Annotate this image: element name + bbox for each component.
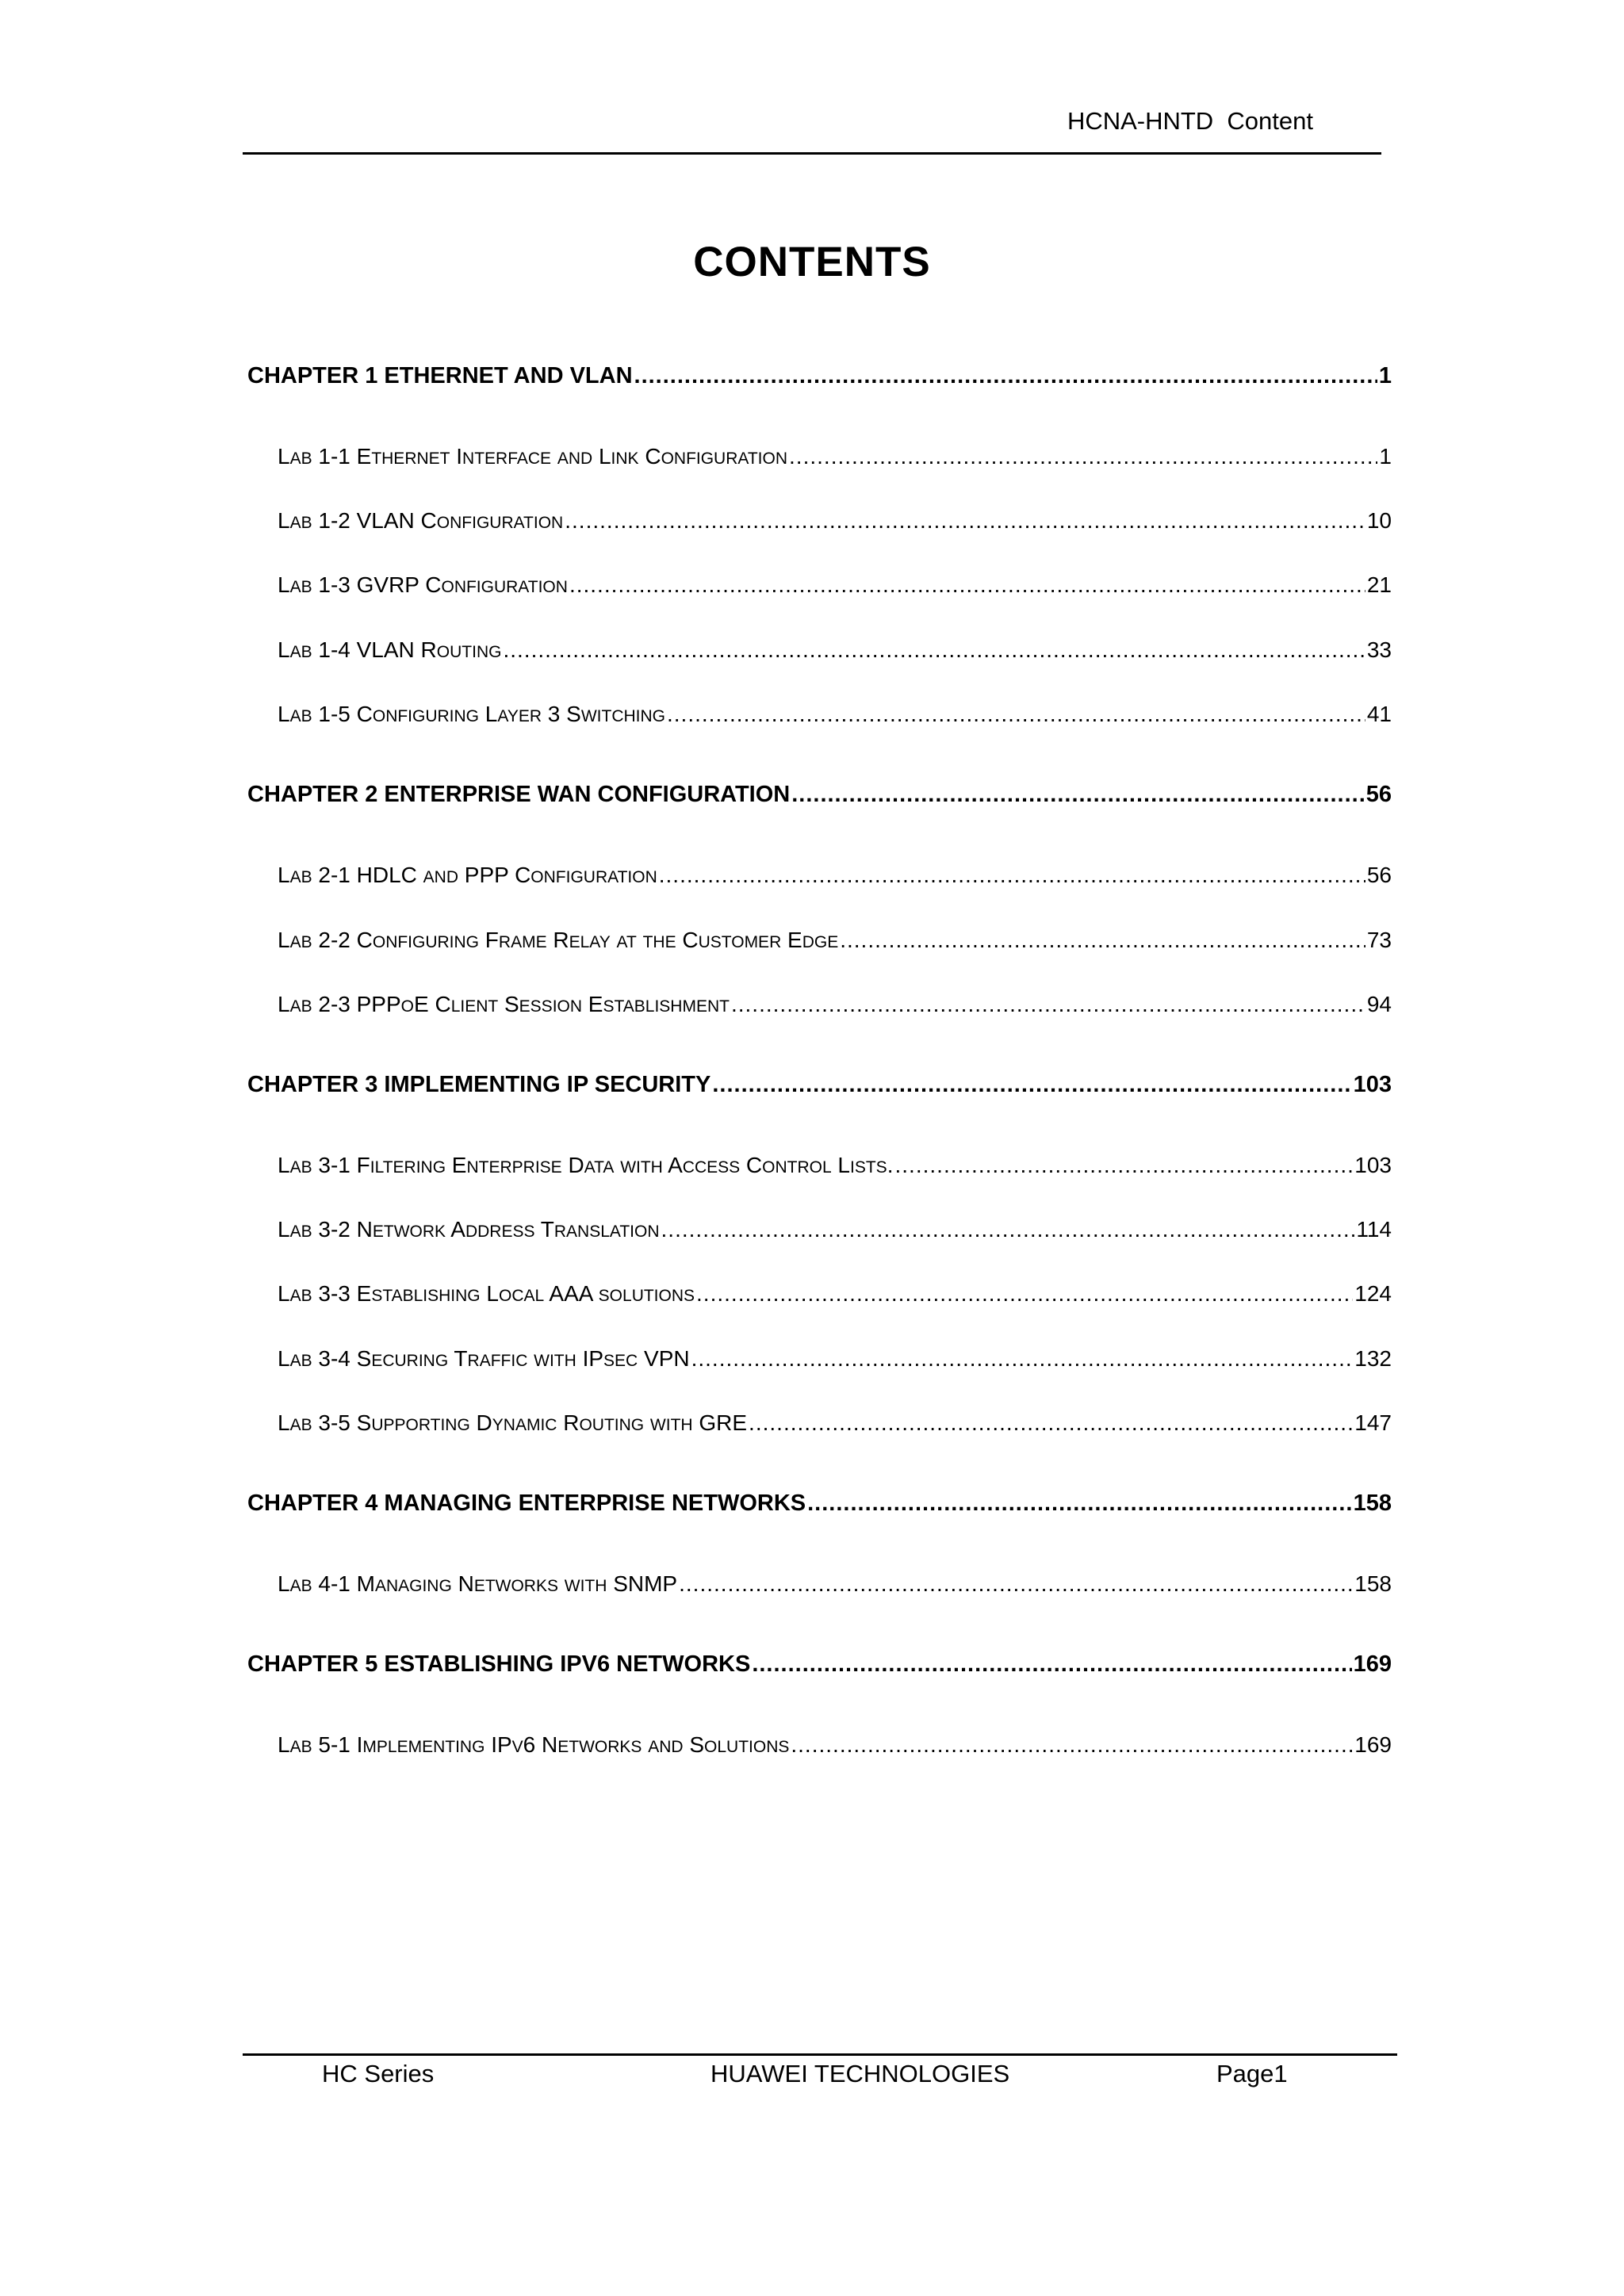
toc-page-number: 1	[1379, 444, 1392, 469]
toc-lab-number: LAB 2-2	[278, 928, 350, 952]
toc-entry-title	[278, 928, 838, 953]
toc-dot-leader	[661, 1217, 1355, 1242]
toc-lab-name: SECURING TRAFFIC WITH IPSEC VPN	[356, 1346, 690, 1371]
toc-dot-leader	[696, 1281, 1353, 1307]
toc-chapter-entry[interactable]	[247, 1490, 1392, 1517]
toc-page-number: 33	[1366, 637, 1392, 662]
toc-lab-entry[interactable]	[278, 1346, 1392, 1372]
toc-lab-number: LAB 1-4	[278, 637, 350, 662]
toc-entry-title: CHAPTER 4 MANAGING ENTERPRISE NETWORKS	[247, 1490, 806, 1516]
toc-entry-title: CHAPTER 5 ESTABLISHING IPV6 NETWORKS	[247, 1651, 751, 1677]
toc-dot-leader	[667, 702, 1365, 727]
toc-lab-entry[interactable]	[278, 1410, 1392, 1436]
toc-dot-leader	[840, 928, 1365, 953]
toc-page-number: 169	[1353, 1651, 1392, 1677]
toc-lab-entry[interactable]	[278, 1571, 1392, 1597]
toc-dot-leader	[503, 637, 1365, 663]
toc-lab-name: ESTABLISHING LOCAL AAA SOLUTIONS	[356, 1281, 695, 1306]
toc-entry-title	[278, 702, 665, 727]
toc-lab-entry[interactable]	[278, 508, 1392, 534]
toc-dot-leader	[634, 363, 1377, 389]
toc-lab-name: MANAGING NETWORKS WITH SNMP	[356, 1571, 678, 1596]
page-header	[243, 103, 1381, 155]
toc-lab-entry[interactable]	[278, 1732, 1392, 1758]
toc-lab-number: LAB 3-1	[278, 1153, 350, 1177]
toc-entry-title: CHAPTER 3 IMPLEMENTING IP SECURITY	[247, 1072, 711, 1097]
page-title: CONTENTS	[693, 239, 931, 285]
toc-lab-name: GVRP CONFIGURATION	[356, 572, 568, 597]
toc-lab-name: IMPLEMENTING IPV6 NETWORKS AND SOLUTIONS	[356, 1732, 790, 1757]
toc-lab-number: LAB 3-3	[278, 1281, 350, 1306]
toc-lab-name: ETHERNET INTERFACE AND LINK CONFIGURATION	[356, 444, 788, 469]
toc-page-number: 124	[1354, 1281, 1392, 1306]
footer-page-number: Page1	[1216, 2060, 1288, 2087]
toc-lab-number: LAB 3-4	[278, 1346, 350, 1371]
toc-lab-name: VLAN CONFIGURATION	[356, 508, 564, 533]
toc-lab-entry[interactable]	[278, 702, 1392, 727]
toc-page-number: 103	[1353, 1072, 1392, 1097]
toc-lab-entry[interactable]	[278, 992, 1392, 1017]
toc-dot-leader	[791, 1732, 1353, 1758]
toc-lab-entry[interactable]	[278, 928, 1392, 953]
toc-entry-title	[278, 1571, 677, 1597]
toc-entry-title: CHAPTER 2 ENTERPRISE WAN CONFIGURATION	[247, 782, 791, 807]
toc-lab-name: NETWORK ADDRESS TRANSLATION	[356, 1217, 660, 1242]
toc-lab-name: FILTERING ENTERPRISE DATA WITH ACCESS CONTROL LISTS.	[356, 1153, 894, 1177]
toc-lab-name: CONFIGURING FRAME RELAY AT THE CUSTOMER EDGE	[356, 928, 839, 952]
toc-entry-title	[278, 1732, 789, 1758]
toc-page-number: 56	[1365, 782, 1392, 807]
toc-lab-number: LAB 4-1	[278, 1571, 350, 1596]
toc-entry-title	[278, 637, 501, 663]
toc-dot-leader	[659, 863, 1365, 888]
toc-chapter-entry[interactable]	[247, 363, 1392, 389]
toc-page-number: 56	[1366, 863, 1392, 887]
toc-dot-leader	[752, 1651, 1351, 1678]
toc-page-number: 147	[1354, 1410, 1392, 1435]
toc-lab-number: LAB 1-3	[278, 572, 350, 597]
toc-entry-title	[278, 1346, 690, 1372]
toc-lab-entry[interactable]	[278, 1281, 1392, 1307]
toc-dot-leader	[789, 444, 1377, 469]
toc-entry-title: CHAPTER 1 ETHERNET AND VLAN	[247, 363, 633, 388]
toc-page-number: 1	[1378, 363, 1392, 388]
toc-lab-entry[interactable]	[278, 572, 1392, 598]
toc-chapter-entry[interactable]	[247, 782, 1392, 808]
toc-page-number: 114	[1356, 1217, 1392, 1242]
toc-chapter-entry[interactable]	[247, 1651, 1392, 1678]
toc-lab-entry[interactable]	[278, 1153, 1392, 1178]
toc-page-number: 169	[1354, 1732, 1392, 1757]
toc-lab-entry[interactable]	[278, 637, 1392, 663]
toc-dot-leader	[749, 1410, 1353, 1436]
toc-dot-leader	[691, 1346, 1354, 1372]
toc-entry-title	[278, 1410, 747, 1436]
toc-entry-title	[278, 992, 730, 1017]
toc-dot-leader	[807, 1490, 1352, 1517]
footer-company: HUAWEI TECHNOLOGIES	[710, 2060, 1010, 2087]
toc-page-number: 94	[1366, 992, 1392, 1016]
toc-lab-number: LAB 1-1	[278, 444, 350, 469]
toc-lab-name: VLAN ROUTING	[356, 637, 502, 662]
toc-lab-name: CONFIGURING LAYER 3 SWITCHING	[356, 702, 665, 726]
toc-lab-number: LAB 5-1	[278, 1732, 350, 1757]
toc-dot-leader	[679, 1571, 1353, 1597]
toc-page-number: 158	[1353, 1490, 1392, 1516]
toc-page-number: 21	[1366, 572, 1392, 597]
toc-lab-number: LAB 1-5	[278, 702, 350, 726]
toc-page-number: 132	[1354, 1346, 1392, 1371]
toc-page-number: 10	[1366, 508, 1392, 533]
toc-lab-entry[interactable]	[278, 444, 1392, 469]
toc-dot-leader	[712, 1072, 1351, 1098]
toc-entry-title	[278, 572, 568, 598]
header-title: HCNA-HNTD Content	[1067, 107, 1313, 135]
toc-lab-number: LAB 3-2	[278, 1217, 350, 1242]
toc-entry-title	[278, 1217, 660, 1242]
toc-page-number: 158	[1354, 1571, 1392, 1596]
toc-lab-entry[interactable]	[278, 1217, 1392, 1242]
footer-series: HC Series	[322, 2060, 435, 2087]
toc-entry-title	[278, 1153, 893, 1178]
toc-entry-title	[278, 444, 787, 469]
toc-entry-title	[278, 508, 563, 534]
toc-lab-name: HDLC AND PPP CONFIGURATION	[356, 863, 657, 887]
toc-dot-leader	[565, 508, 1365, 534]
toc-lab-entry[interactable]	[278, 863, 1392, 888]
toc-lab-name: PPPOE CLIENT SESSION ESTABLISHMENT	[356, 992, 730, 1016]
toc-page-number: 73	[1366, 928, 1392, 952]
toc-dot-leader	[569, 572, 1365, 598]
toc-lab-number: LAB 2-3	[278, 992, 350, 1016]
toc-page-number: 41	[1366, 702, 1392, 726]
toc-lab-number: LAB 1-2	[278, 508, 350, 533]
page-footer	[243, 2053, 1397, 2103]
toc-page-number: 103	[1354, 1153, 1392, 1177]
toc-entry-title	[278, 1281, 695, 1307]
toc-entry-title	[278, 863, 657, 888]
toc-dot-leader	[731, 992, 1365, 1017]
toc-chapter-entry[interactable]	[247, 1072, 1392, 1098]
toc-lab-name: SUPPORTING DYNAMIC ROUTING WITH GRE	[356, 1410, 748, 1435]
toc-lab-number: LAB 3-5	[278, 1410, 350, 1435]
toc-dot-leader	[894, 1153, 1353, 1178]
toc-dot-leader	[791, 782, 1365, 808]
toc-lab-number: LAB 2-1	[278, 863, 350, 887]
